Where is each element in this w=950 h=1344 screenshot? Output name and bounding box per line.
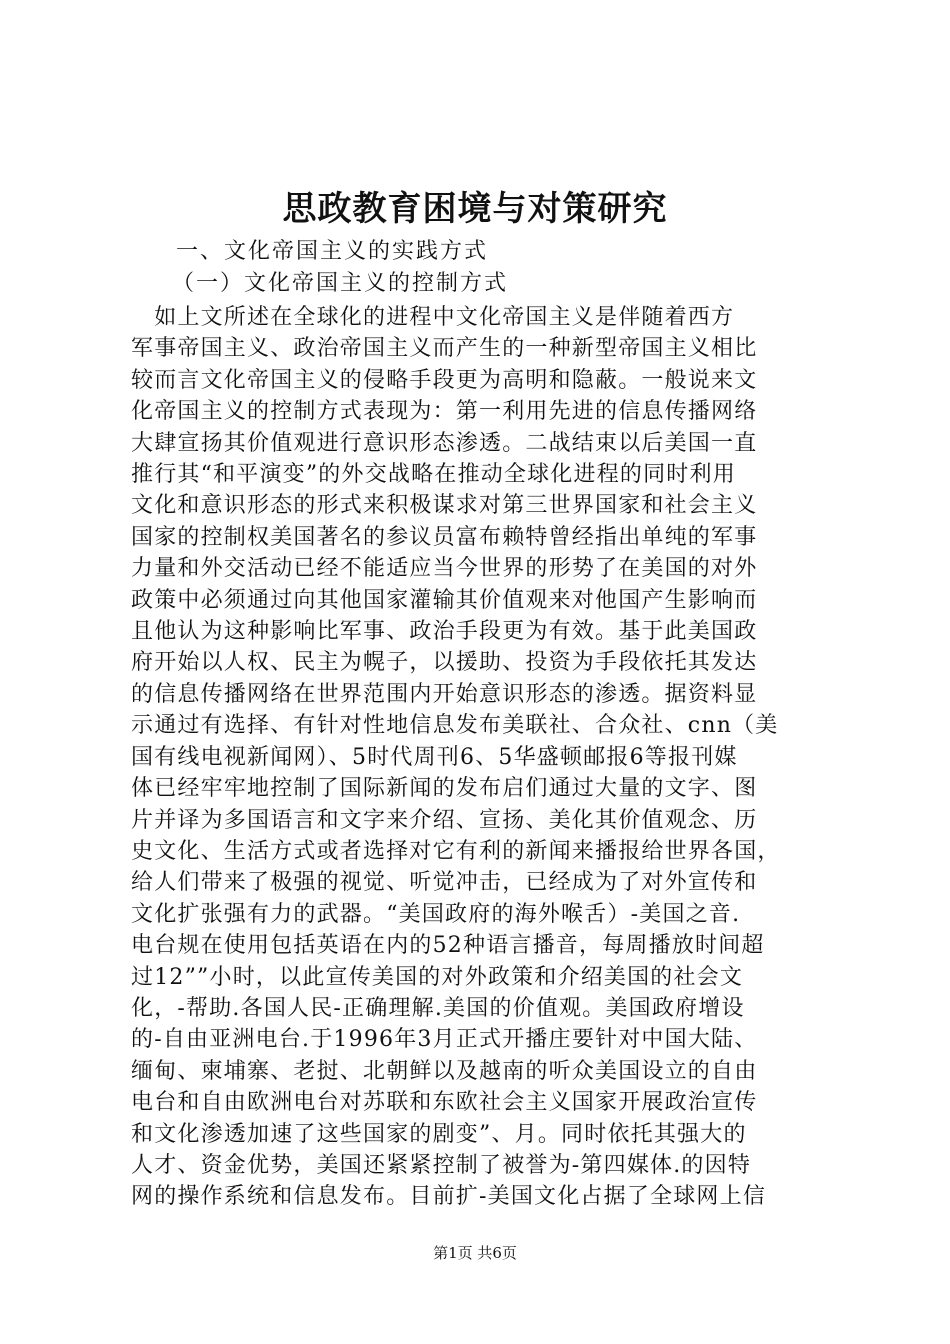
text-line: 示通过有选择、有针对性地信息发布美联社、合众社、cnn（美 — [131, 713, 779, 739]
text-line: 较而言文化帝国主义的侵略手段更为高明和隐蔽。一般说来文 — [131, 367, 758, 393]
text-line: 给人们带来了极强的视觉、听觉冲击，已经成为了对外宣传和 — [131, 870, 758, 896]
page-footer: 第1页 共6页 — [433, 1244, 517, 1262]
body-text — [131, 302, 831, 1213]
text-line: 文化和意识形态的形式来积极谋求对第三世界国家和社会主义 — [131, 493, 758, 519]
text-line: 电台和自由欧洲电台对苏联和东欧社会主义国家开展政治宣传 — [131, 1090, 758, 1116]
text-line: 的信息传播网络在世界范围内开始意识形态的渗透。据资料显 — [131, 681, 758, 707]
text-line: 如上文所述在全球化的进程中文化帝国主义是伴随着西方 — [131, 305, 735, 330]
subsection-heading: （一）文化帝国主义的控制方式 — [172, 271, 509, 296]
text-line: 国有线电视新闻网）、5时代周刊6、5华盛顿邮报6等报刊媒 — [131, 744, 738, 770]
text-line: 和文化渗透加速了这些国家的剧变”、月。同时依托其强大的 — [131, 1121, 747, 1147]
text-line: 缅甸、柬埔寨、老挝、北朝鲜以及越南的听众美国设立的自由 — [131, 1058, 758, 1084]
text-line: 体已经牢牢地控制了国际新闻的发布启们通过大量的文字、图 — [131, 776, 758, 802]
text-line: 人才、资金优势，美国还紧紧控制了被誉为-第四媒体.的因特 — [131, 1152, 752, 1178]
section-heading: 一、文化帝国主义的实践方式 — [176, 239, 489, 264]
text-line: 化，-帮助.各国人民-正确理解.美国的价值观。美国政府增设 — [131, 995, 745, 1021]
text-line: 片并译为多国语言和文字来介绍、宣扬、美化其价值观念、历 — [131, 807, 758, 833]
text-line: 府开始以人权、民主为幌子，以援助、投资为手段依托其发达 — [131, 650, 758, 676]
text-line: 过12””小时，以此宣传美国的对外政策和介绍美国的社会文 — [131, 964, 744, 990]
text-line: 且他认为这种影响比军事、政治手段更为有效。基于此美国政 — [131, 619, 758, 645]
text-line: 化帝国主义的控制方式表现为：第一利用先进的信息传播网络 — [131, 399, 758, 425]
text-line: 大肆宣扬其价值观进行意识形态渗透。二战结束以后美国一直 — [131, 430, 758, 456]
text-line: 力量和外交活动已经不能适应当今世界的形势了在美国的对外 — [131, 556, 758, 582]
text-line: 网的操作系统和信息发布。目前扩-美国文化占据了全球网上信 — [131, 1184, 767, 1210]
document-title: 思政教育困境与对策研究 — [282, 189, 668, 229]
text-line: 政策中必须通过向其他国家灌输其价值观来对他国产生影响而 — [131, 587, 758, 613]
text-line: 国家的控制权美国著名的参议员富布赖特曾经指出单纯的军事 — [131, 524, 758, 550]
text-line: 史文化、生活方式或者选择对它有利的新闻来播报给世界各国， — [131, 838, 781, 864]
text-line: 的-自由亚洲电台.于1996年3月正式开播庄要针对中国大陆、 — [131, 1027, 758, 1053]
text-line: 推行其“和平演变”的外交战略在推动全球化进程的同时利用 — [131, 462, 736, 488]
text-line: 文化扩张强有力的武器。“美国政府的海外喉舌）-美国之音. — [131, 901, 741, 927]
text-line: 电台规在使用包括英语在内的52种语言播音，每周播放时间超 — [131, 933, 765, 959]
text-line: 军事帝国主义、政治帝国主义而产生的一种新型帝国主义相比 — [131, 336, 758, 362]
